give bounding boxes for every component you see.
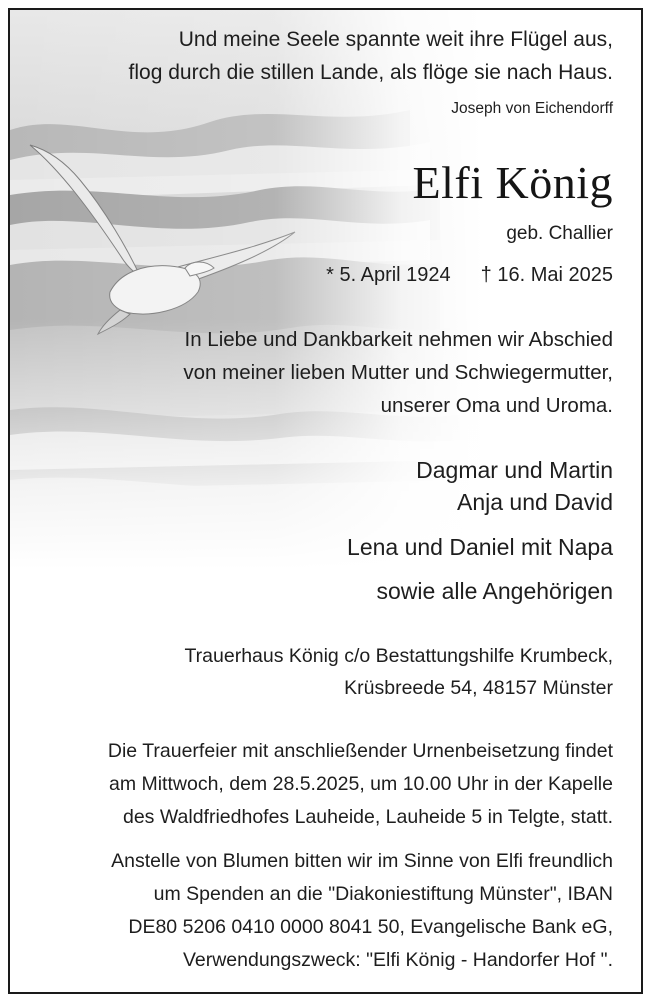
deceased-name: Elfi König: [412, 157, 613, 208]
death-date: † 16. Mai 2025: [480, 264, 613, 286]
poem-line-2: flog durch die stillen Lande, als flöge sie nach Haus.: [128, 61, 613, 84]
obituary-card: [8, 8, 643, 994]
farewell-line-3: unserer Oma und Uroma.: [380, 394, 613, 417]
donation-line-4: Verwendungszweck: "Elfi König - Handorfer Hof ".: [182, 949, 613, 971]
family-line-1: Dagmar und Martin: [416, 457, 613, 483]
birth-date: * 5. April 1924: [326, 264, 451, 286]
poem-line-1: Und meine Seele spannte weit ihre Flügel aus,: [178, 28, 613, 51]
donation-line-2: um Spenden an die "Diakoniestiftung Münster", IBAN: [153, 883, 613, 905]
life-dates: [326, 264, 613, 287]
birth-name: geb. Challier: [506, 223, 613, 244]
family-line-2: Anja und David: [457, 489, 613, 515]
donation-line-3: DE80 5206 0410 0000 8041 50, Evangelische Bank eG,: [128, 916, 613, 938]
family-line-3: Lena und Daniel mit Napa: [347, 534, 613, 560]
farewell-line-2: von meiner lieben Mutter und Schwiegermutter,: [183, 361, 613, 384]
ceremony-line-3: des Waldfriedhofes Lauheide, Lauheide 5 in Telgte, statt.: [122, 806, 613, 828]
poem-author: Joseph von Eichendorff: [451, 100, 613, 117]
family-line-4: sowie alle Angehörigen: [376, 578, 613, 604]
address-line-2: Krüsbreede 54, 48157 Münster: [344, 677, 613, 699]
donation-line-1: Anstelle von Blumen bitten wir im Sinne von Elfi freundlich: [111, 850, 613, 872]
ceremony-line-1: Die Trauerfeier mit anschließender Urnenbeisetzung findet: [107, 740, 613, 762]
address-line-1: Trauerhaus König c/o Bestattungshilfe Krumbeck,: [184, 645, 613, 667]
ceremony-line-2: am Mittwoch, dem 28.5.2025, um 10.00 Uhr in der Kapelle: [108, 773, 613, 795]
farewell-line-1: In Liebe und Dankbarkeit nehmen wir Abschied: [184, 328, 613, 351]
